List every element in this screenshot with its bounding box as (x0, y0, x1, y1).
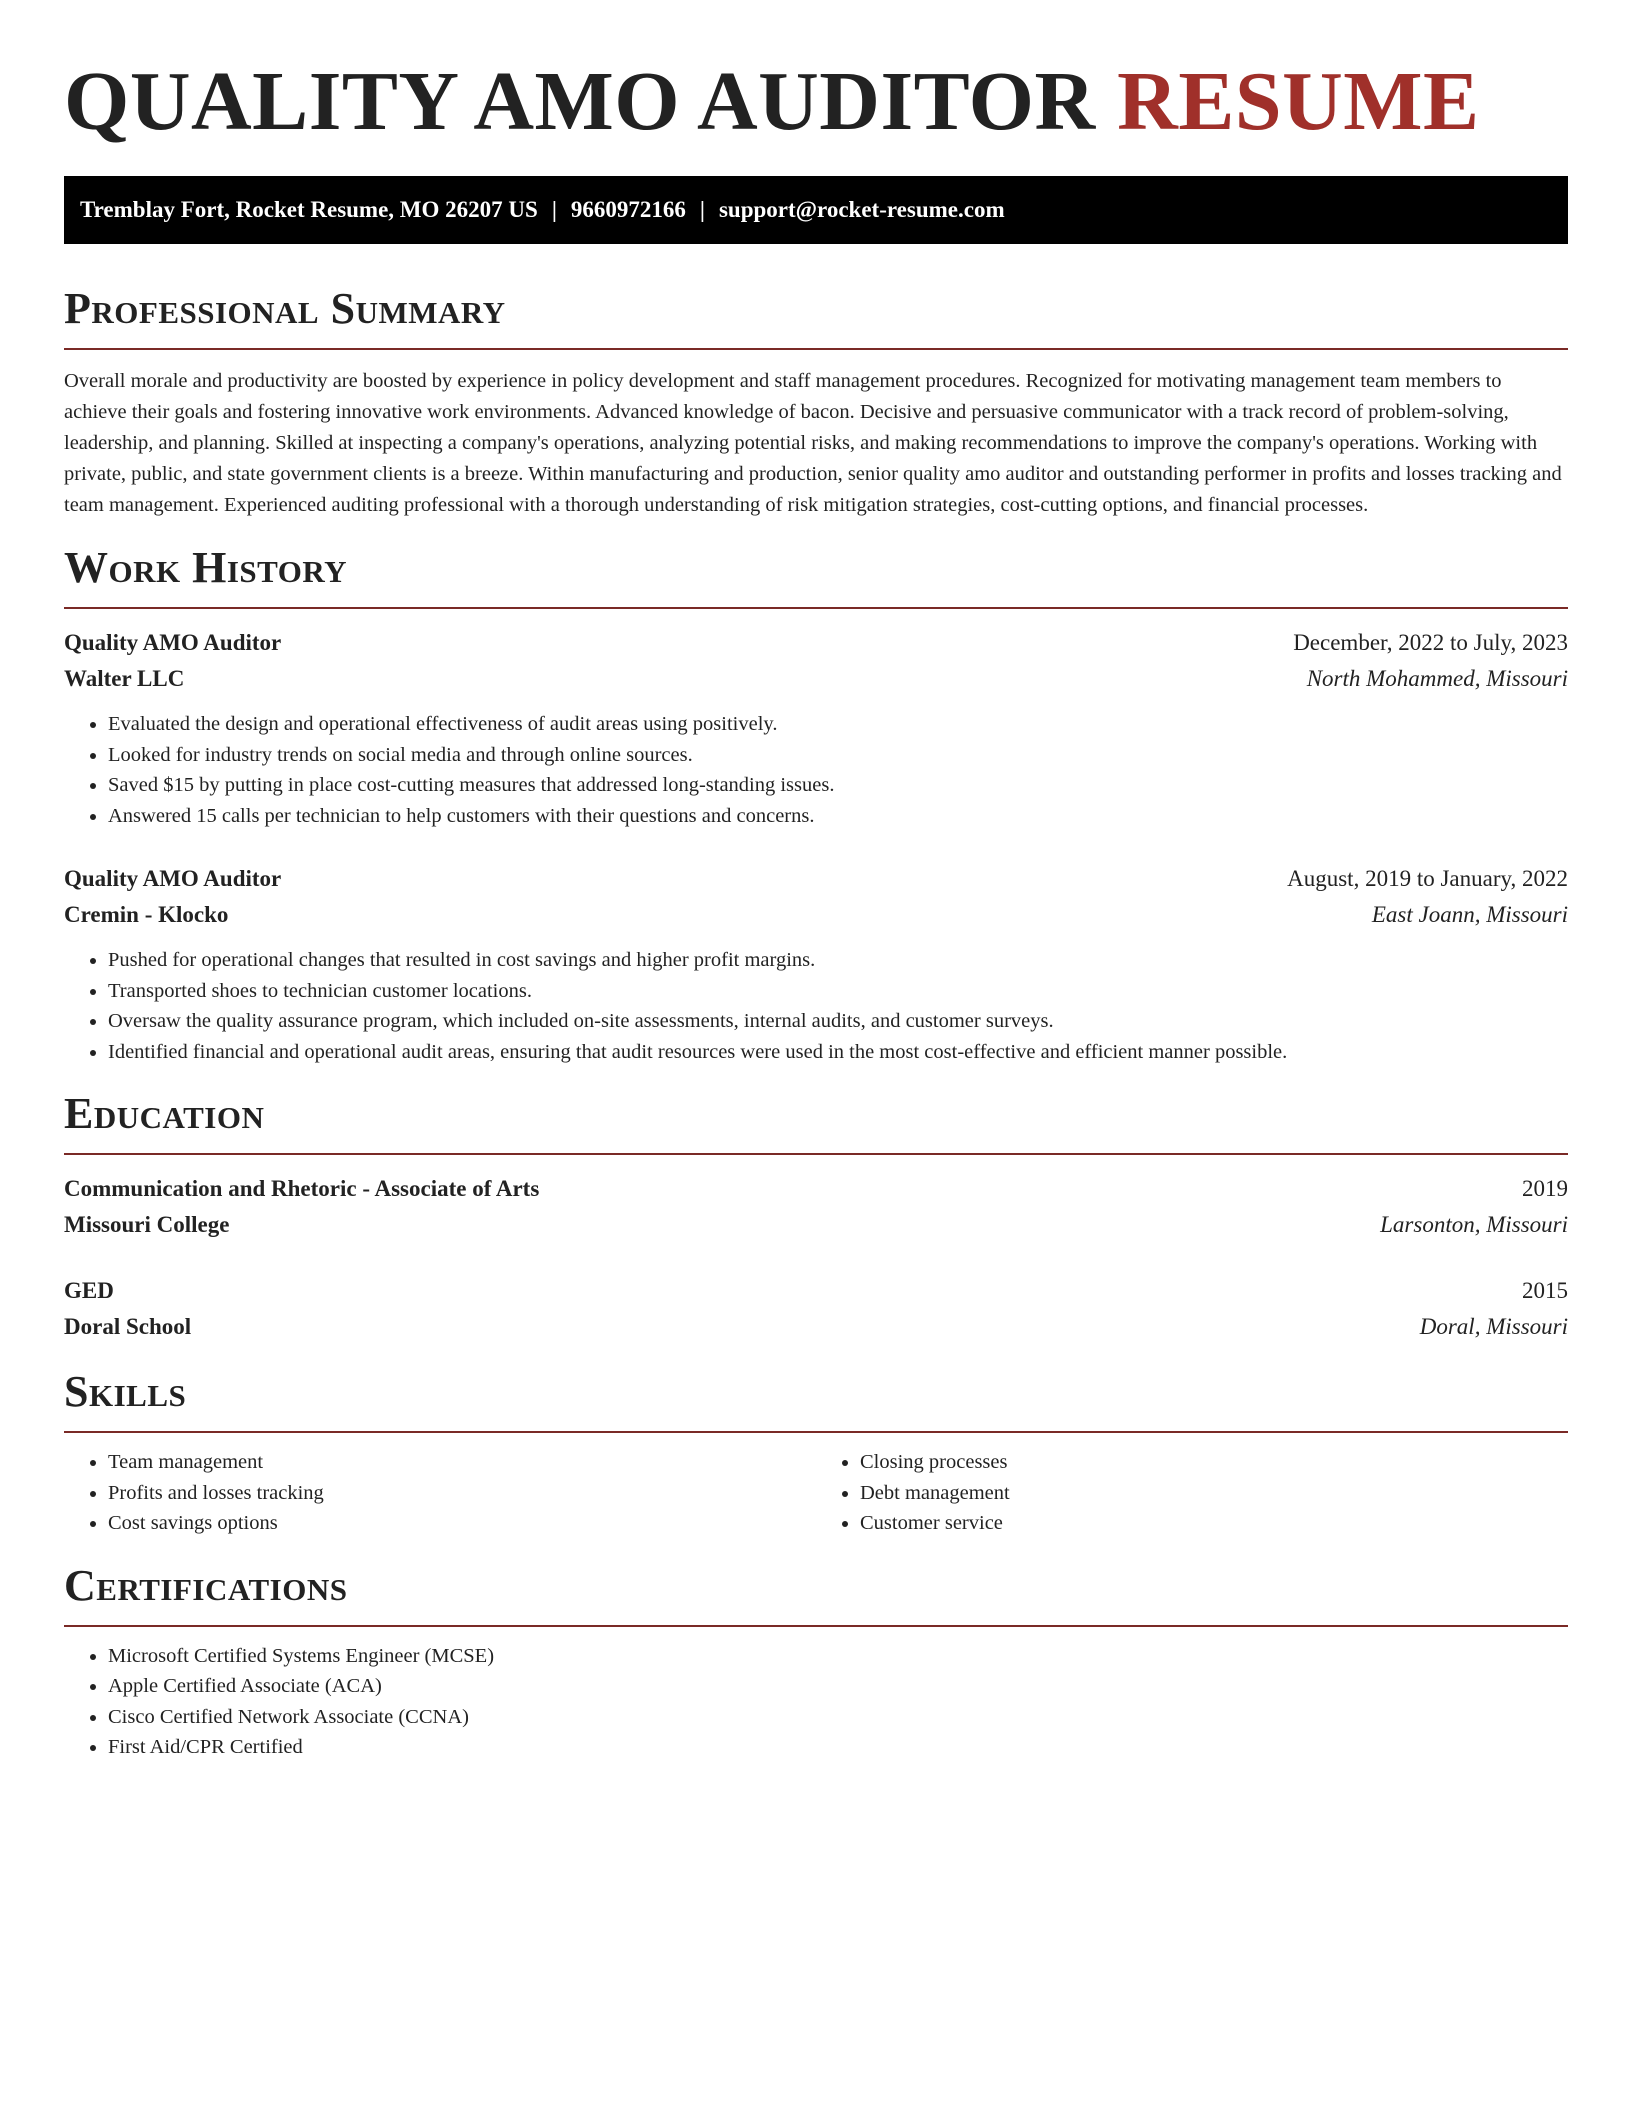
section-divider (64, 1431, 1568, 1433)
job-bullets (64, 945, 1568, 1067)
list-item: • Team management (108, 1447, 816, 1478)
contact-separator: | (699, 197, 705, 222)
job-company: Walter LLC (64, 666, 185, 691)
list-item: • Apple Certified Associate (ACA) (108, 1671, 1568, 1702)
job-title: Quality AMO Auditor (64, 630, 282, 655)
skills-list (64, 1447, 816, 1539)
resume-title (64, 0, 1568, 174)
contact-phone: 9660972166 (570, 197, 686, 222)
list-item: • Looked for industry trends on social media and through online sources. (108, 740, 1568, 771)
list-item: • Evaluated the design and operational effectiveness of audit areas using positively. (108, 709, 1568, 740)
education-school: Doral School (64, 1314, 192, 1339)
skills-column-left (64, 1447, 816, 1539)
education-section (64, 1089, 1568, 1345)
job-location: East Joann, Missouri (1371, 902, 1568, 927)
list-item: • Oversaw the quality assurance program, which included on-site assessments, internal audits, and customer surveys. (108, 1006, 1568, 1037)
skills-section (64, 1367, 1568, 1539)
list-item: • Answered 15 calls per technician to help customers with their questions and concerns. (108, 801, 1568, 832)
list-item: • Cisco Certified Network Associate (CCNA) (108, 1702, 1568, 1733)
list-item: • Closing processes (860, 1447, 1568, 1478)
education-degree: GED (64, 1278, 114, 1303)
section-heading-skills: Skills (64, 1367, 187, 1416)
education-location: Larsonton, Missouri (1380, 1212, 1568, 1237)
job-company-row (64, 897, 1568, 933)
contact-email: support@rocket-resume.com (718, 197, 1005, 222)
skills-grid (64, 1447, 1568, 1539)
work-history-section (64, 543, 1568, 1067)
summary-text: Overall morale and productivity are boosted by experience in policy development and staff management procedures. Recognized for motivating management team members to achieve their goals and fostering innovative work environments. Advanced knowledge of bacon. Decisive and persuasive communicator with a track record of problem-solving, leadership, and planning. Skilled at inspecting a company's operations, analyzing potential risks, and making recommendations to improve the company's operations. Working with private, public, and state government clients is a breeze. Within manufacturing and production, senior quality amo auditor and outstanding performer in profits and losses tracking and team management. Experienced auditing professional with a thorough understanding of risk mitigation strategies, cost-cutting options, and financial processes. (64, 370, 1562, 516)
skills-column-right (816, 1447, 1568, 1539)
section-divider (64, 1153, 1568, 1155)
education-year: 2019 (1522, 1176, 1568, 1201)
list-item: • First Aid/CPR Certified (108, 1732, 1568, 1763)
section-heading-summary: Professional Summary (64, 284, 506, 333)
section-heading-work-history: Work History (64, 543, 348, 592)
job-company-row (64, 661, 1568, 697)
education-degree: Communication and Rhetoric - Associate of Arts (64, 1176, 540, 1201)
job-dates: December, 2022 to July, 2023 (1293, 630, 1568, 655)
job-company: Cremin - Klocko (64, 902, 229, 927)
education-year: 2015 (1522, 1278, 1568, 1303)
summary-section (64, 284, 1568, 521)
certifications-section (64, 1561, 1568, 1763)
list-item: • Customer service (860, 1508, 1568, 1539)
list-item: • Microsoft Certified Systems Engineer (MCSE) (108, 1641, 1568, 1672)
job-bullets (64, 709, 1568, 831)
education-entry (64, 1171, 1568, 1243)
education-degree-row (64, 1273, 1568, 1309)
education-location: Doral, Missouri (1419, 1314, 1568, 1339)
section-divider (64, 607, 1568, 609)
section-heading-certifications: Certifications (64, 1560, 348, 1610)
job-title: Quality AMO Auditor (64, 866, 282, 891)
list-item: • Transported shoes to technician customer locations. (108, 976, 1568, 1007)
job-entry (64, 861, 1568, 1067)
job-title-row (64, 861, 1568, 897)
certifications-list (64, 1641, 1568, 1763)
section-heading-education: Education (64, 1089, 265, 1138)
list-item: • Saved $15 by putting in place cost-cutting measures that addressed long-standing issues. (108, 770, 1568, 801)
list-item: • Identified financial and operational audit areas, ensuring that audit resources were used in the most cost-effective and efficient manner possible. (108, 1037, 1568, 1068)
title-main: QUALITY AMO AUDITOR (64, 55, 1096, 148)
title-accent: RESUME (1117, 55, 1480, 148)
list-item: • Debt management (860, 1478, 1568, 1509)
education-degree-row (64, 1171, 1568, 1207)
education-school: Missouri College (64, 1212, 230, 1237)
education-entry (64, 1273, 1568, 1345)
contact-address: Tremblay Fort, Rocket Resume, MO 26207 US (80, 197, 538, 222)
list-item: • Cost savings options (108, 1508, 816, 1539)
job-entry (64, 625, 1568, 831)
job-location: North Mohammed, Missouri (1306, 666, 1568, 691)
contact-bar (64, 176, 1568, 244)
education-school-row (64, 1309, 1568, 1345)
section-divider (64, 1625, 1568, 1627)
section-divider (64, 348, 1568, 350)
education-school-row (64, 1207, 1568, 1243)
job-title-row (64, 625, 1568, 661)
list-item: • Profits and losses tracking (108, 1478, 816, 1509)
skills-list (816, 1447, 1568, 1539)
list-item: • Pushed for operational changes that resulted in cost savings and higher profit margins. (108, 945, 1568, 976)
job-dates: August, 2019 to January, 2022 (1287, 866, 1568, 891)
contact-separator: | (551, 197, 557, 222)
